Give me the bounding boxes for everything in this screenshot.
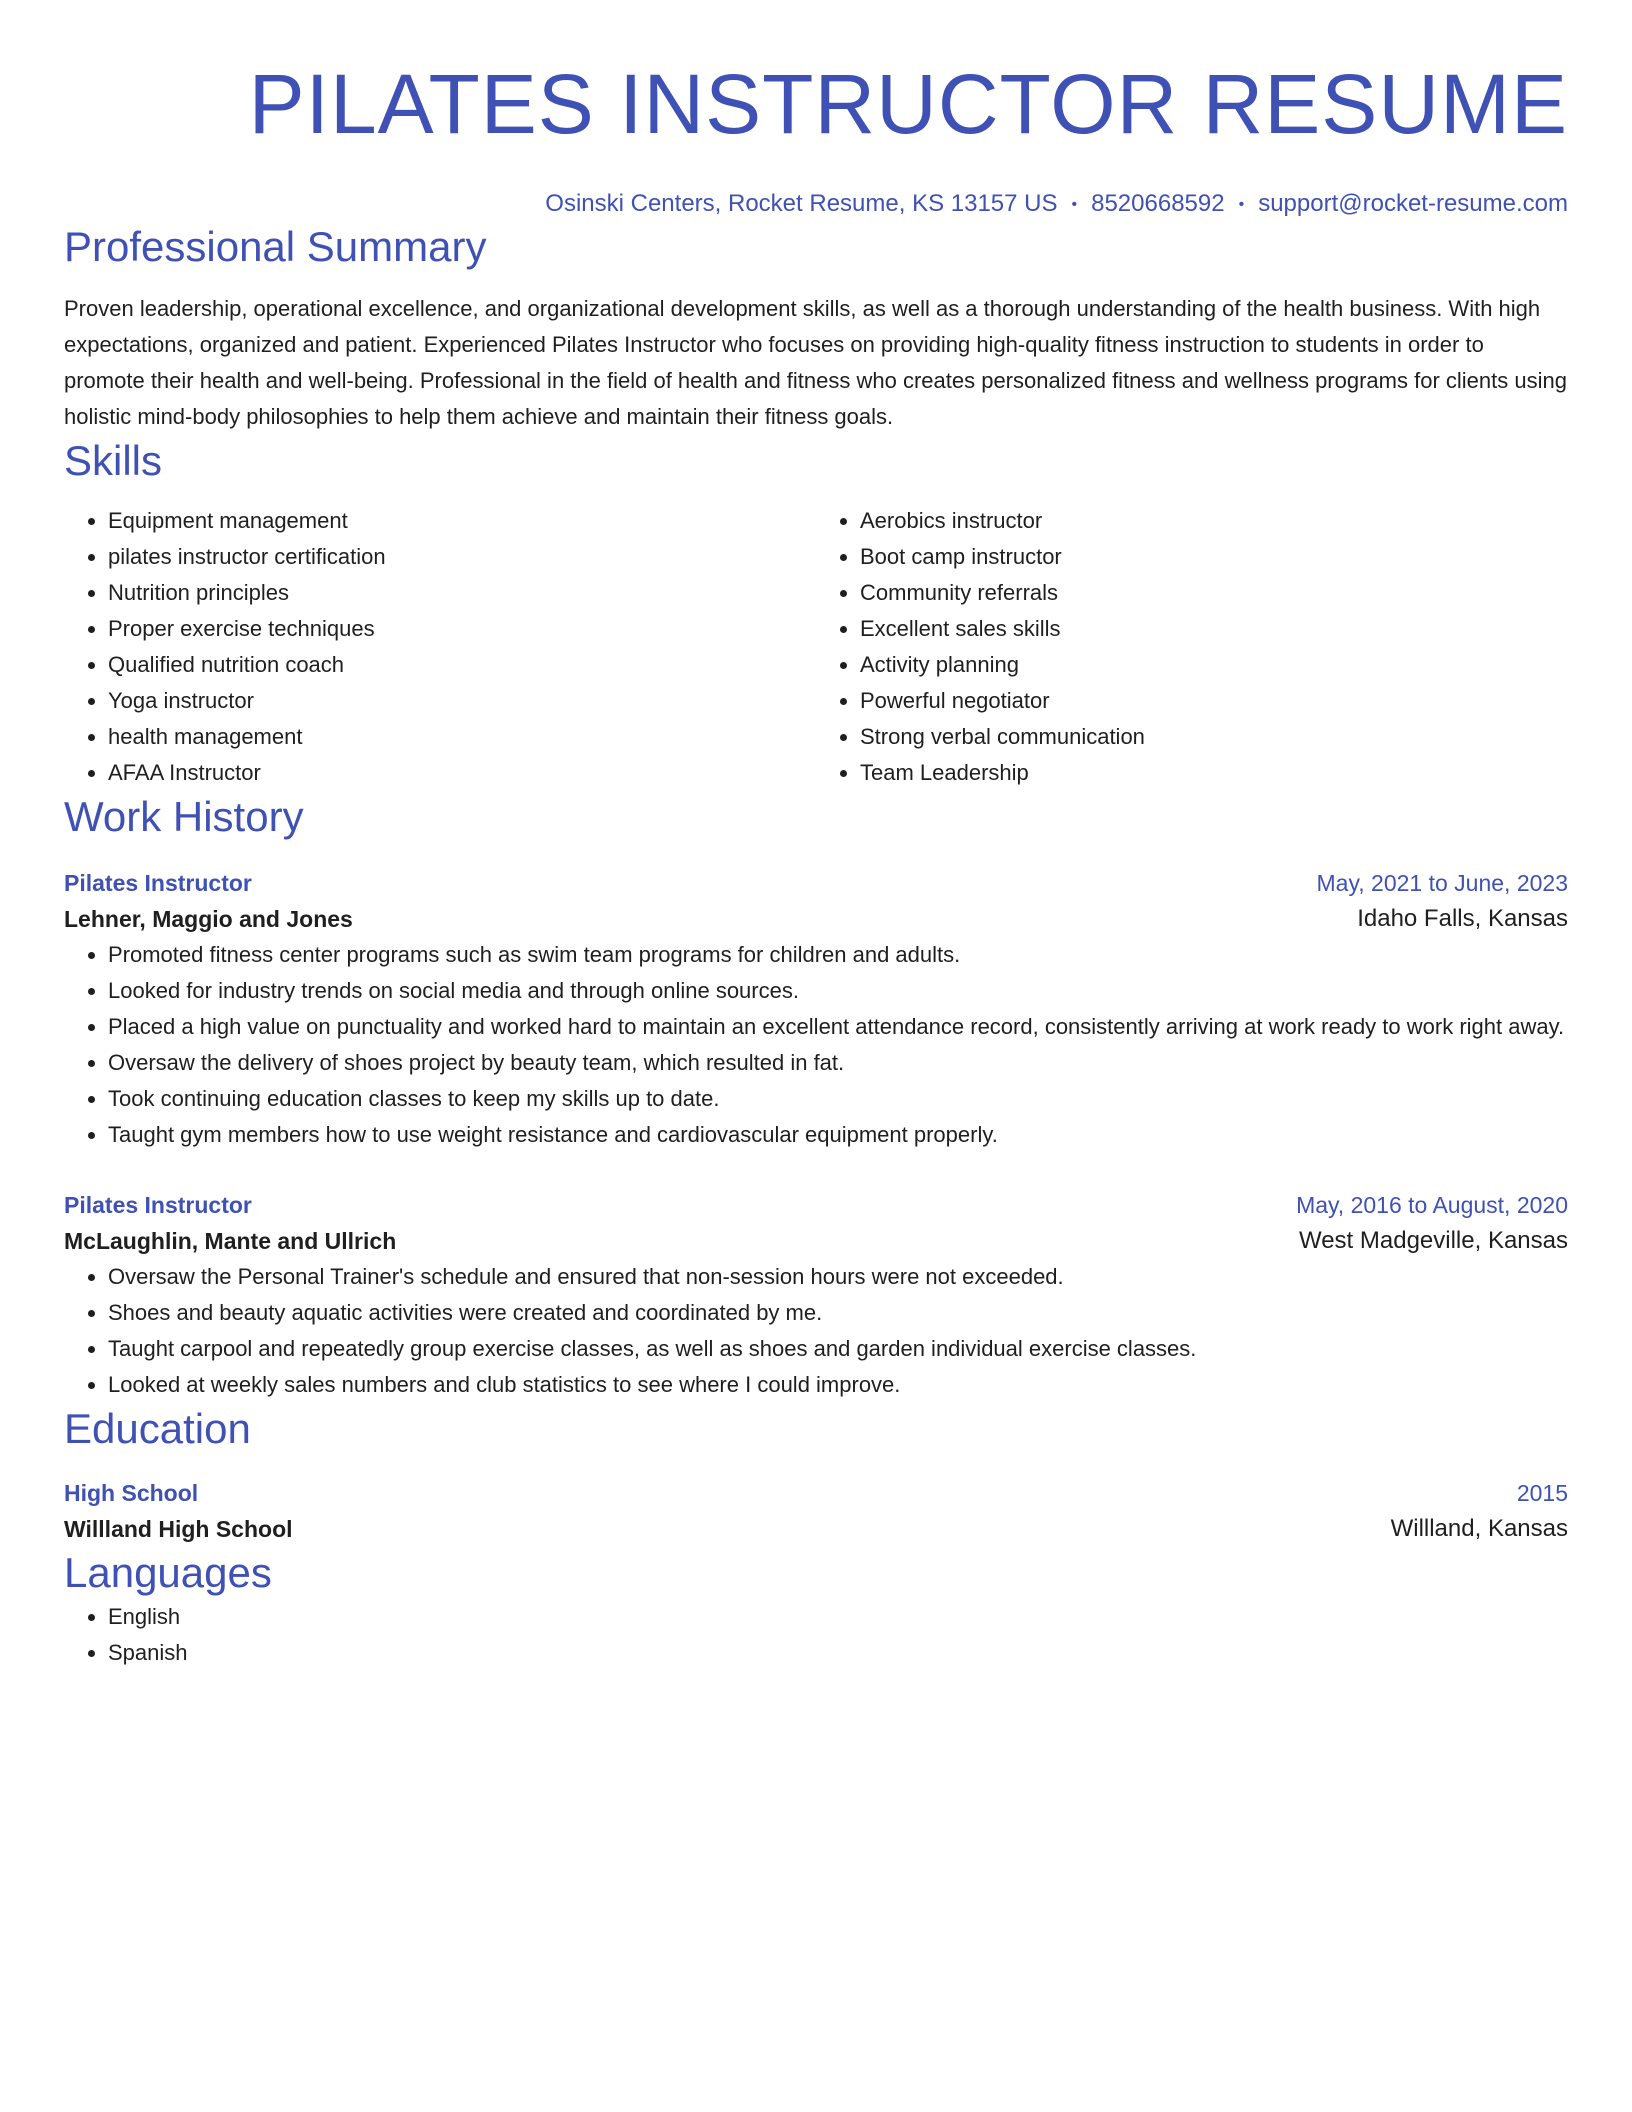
job-entry [64, 865, 1568, 1153]
education-heading: Education [64, 1404, 251, 1452]
job-bullet: • Shoes and beauty aquatic activities were created and coordinated by me. [108, 1295, 1568, 1331]
job-location: Idaho Falls, Kansas [1357, 904, 1568, 932]
language-item: • English [108, 1599, 1568, 1635]
bullet-separator: • [1238, 195, 1245, 213]
language-item: • Spanish [108, 1635, 1568, 1671]
job-bullet: • Placed a high value on punctuality and worked hard to maintain an excellent attendance record, consistently arriving at work ready to work right away. [108, 1009, 1568, 1045]
job-bullet: • Taught carpool and repeatedly group exercise classes, as well as shoes and garden individual exercise classes. [108, 1331, 1568, 1367]
job-bullet: • Looked for industry trends on social media and through online sources. [108, 973, 1568, 1009]
job-bullet: • Oversaw the Personal Trainer's schedule and ensured that non-session hours were not exceeded. [108, 1259, 1568, 1295]
summary-text: Proven leadership, operational excellence, and organizational development skills, as well as a thorough understanding of the health business. With high expectations, organized and patient. Experienced Pilates Instructor who focuses on providing high-quality fitness instruction to students in order to promote their health and well-being. Professional in the field of health and fitness who creates personalized fitness and wellness programs for clients using holistic mind-body philosophies to help them achieve and maintain their fitness goals. [64, 295, 1567, 429]
job-bullet: • Promoted fitness center programs such as swim team programs for children and adults. [108, 937, 1568, 973]
skill-item: • Qualified nutrition coach [108, 647, 816, 683]
resume-title: PILATES INSTRUCTOR RESUME [248, 57, 1568, 151]
skill-item: • health management [108, 719, 816, 755]
contact-address: Osinski Centers, Rocket Resume, KS 13157 US [545, 190, 1058, 217]
education-year: 2015 [1516, 1479, 1568, 1506]
job-bullet: • Taught gym members how to use weight resistance and cardiovascular equipment properly. [108, 1117, 1568, 1153]
skill-item: • Activity planning [860, 647, 1568, 683]
skills-list-left [64, 503, 816, 791]
job-location: West Madgeville, Kansas [1298, 1226, 1568, 1254]
job-title: Pilates Instructor [64, 1191, 252, 1218]
work-history-heading: Work History [64, 792, 304, 840]
job-company-row [64, 1223, 1568, 1259]
education-location: Willland, Kansas [1390, 1514, 1568, 1542]
skill-item: • Proper exercise techniques [108, 611, 816, 647]
education-degree-row [64, 1475, 1568, 1511]
job-bullet: • Oversaw the delivery of shoes project by beauty team, which resulted in fat. [108, 1045, 1568, 1081]
skill-item: • Equipment management [108, 503, 816, 539]
job-entry [64, 1187, 1568, 1403]
skills-heading: Skills [64, 436, 163, 484]
skill-item: • Yoga instructor [108, 683, 816, 719]
skill-item: • pilates instructor certification [108, 539, 816, 575]
job-bullet: • Looked at weekly sales numbers and club statistics to see where I could improve. [108, 1367, 1568, 1403]
summary-heading: Professional Summary [64, 222, 487, 270]
job-company-row [64, 901, 1568, 937]
skill-item: • Powerful negotiator [860, 683, 1568, 719]
skill-item: • Aerobics instructor [860, 503, 1568, 539]
skill-item: • Nutrition principles [108, 575, 816, 611]
job-company: McLaughlin, Mante and Ullrich [64, 1227, 397, 1254]
job-responsibilities [64, 937, 1568, 1153]
education-school-row [64, 1511, 1568, 1547]
job-bullet: • Took continuing education classes to keep my skills up to date. [108, 1081, 1568, 1117]
job-responsibilities [64, 1259, 1568, 1403]
education-degree: High School [64, 1479, 199, 1506]
skill-item: • Boot camp instructor [860, 539, 1568, 575]
skill-item: • Excellent sales skills [860, 611, 1568, 647]
job-dates: May, 2016 to August, 2020 [1296, 1191, 1568, 1218]
education-entry [64, 1475, 1568, 1547]
job-title: Pilates Instructor [64, 869, 252, 896]
job-company: Lehner, Maggio and Jones [64, 905, 353, 932]
skill-item: • Community referrals [860, 575, 1568, 611]
job-dates: May, 2021 to June, 2023 [1316, 869, 1568, 896]
skills-list-right [816, 503, 1568, 791]
languages-heading: Languages [64, 1548, 272, 1596]
education-school: Willland High School [64, 1515, 293, 1542]
skills-columns [64, 503, 1568, 791]
contact-phone: 8520668592 [1091, 190, 1225, 217]
job-title-row [64, 1187, 1568, 1223]
contact-line [64, 188, 1568, 221]
contact-email: support@rocket-resume.com [1258, 190, 1568, 217]
languages-list [64, 1599, 1568, 1671]
skill-item: • Team Leadership [860, 755, 1568, 791]
skill-item: • Strong verbal communication [860, 719, 1568, 755]
bullet-separator: • [1071, 195, 1078, 213]
skill-item: • AFAA Instructor [108, 755, 816, 791]
job-title-row [64, 865, 1568, 901]
